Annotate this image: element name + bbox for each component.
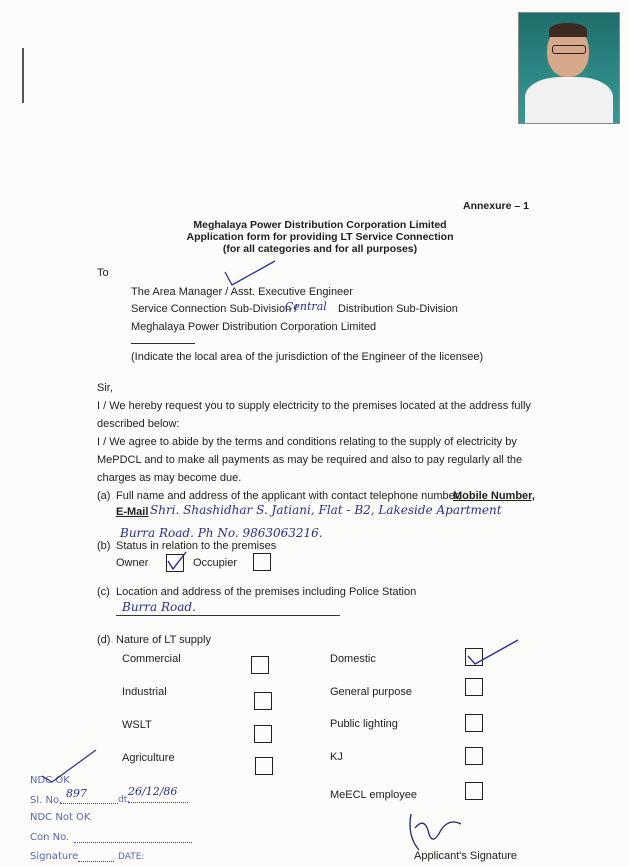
header-line-1: Meghalaya Power Distribution Corporation Limited (193, 219, 447, 231)
address-line-1: The Area Manager / Asst. Executive Engineer (131, 286, 353, 298)
para-2-line-1: I / We agree to abide by the terms and conditions relating to the supply of electricity by (97, 436, 517, 448)
location-underline (116, 615, 340, 616)
address-line-4: (Indicate the local area of the jurisdiction of the Engineer of the licensee) (131, 351, 484, 363)
stamp-con-no: Con No. (30, 832, 70, 843)
stamp-dt-hand: 26/12/86 (128, 785, 178, 798)
to-label: To (97, 267, 109, 279)
supply-meecl-employee-label: MeECL employee (330, 789, 418, 801)
applicant-signature-label: Applicant's Signature (414, 850, 517, 862)
stamp-signature: Signature (30, 851, 79, 862)
stamp-dt-line (128, 802, 188, 803)
stamp-date: DATE: (118, 852, 145, 862)
stamp-sl-hand: 897 (66, 787, 87, 800)
handwritten-applicant-line-2: Burra Road. Ph No. 9863063216. (120, 526, 323, 540)
item-a-mobile: Mobile Number, (453, 490, 535, 502)
stamp-signature-line (78, 861, 114, 862)
item-a-email: E-Mail (116, 506, 149, 518)
supply-agriculture-label: Agriculture (122, 752, 175, 764)
supply-agriculture-checkbox[interactable] (255, 757, 273, 775)
item-c-text: Location and address of the premises including Police Station (116, 586, 417, 598)
supply-public-lighting-checkbox[interactable] (465, 714, 483, 732)
item-c-label: (c) (97, 586, 110, 598)
owner-label: Owner (116, 557, 149, 569)
item-a-label: (a) (97, 490, 111, 502)
supply-general-purpose-label: General purpose (330, 686, 412, 698)
supply-general-purpose-checkbox[interactable] (465, 678, 483, 696)
supply-public-lighting-label: Public lighting (330, 718, 398, 730)
applicant-photo (518, 12, 620, 124)
handwritten-central: Central (285, 300, 327, 313)
stamp-ndc-ok: NDC OK (30, 775, 70, 786)
item-d-text: Nature of LT supply (116, 634, 211, 646)
address-line-2b: Distribution Sub-Division (338, 303, 458, 315)
handwritten-location: Burra Road. (122, 600, 196, 614)
item-d-label: (d) (97, 634, 111, 646)
salutation: Sir, (97, 382, 113, 394)
domestic-check-icon (466, 638, 520, 668)
occupier-label: Occupier (193, 557, 238, 569)
supply-commercial-label: Commercial (122, 653, 181, 665)
tick-mark-icon (222, 258, 278, 288)
stamp-tick-icon (40, 748, 100, 784)
header-line-2: Application form for providing LT Service Connection (186, 231, 454, 243)
supply-industrial-label: Industrial (122, 686, 167, 698)
stamp-dt: dt. (118, 795, 131, 805)
supply-industrial-checkbox[interactable] (254, 692, 272, 710)
scan-mark (22, 48, 24, 103)
para-1-line-1: I / We hereby request you to supply electricity to the premises located at the address fully (97, 400, 531, 412)
supply-kj-checkbox[interactable] (465, 747, 483, 765)
divider-line (131, 343, 195, 344)
stamp-con-line (74, 842, 192, 843)
para-1-line-2: described below: (97, 418, 180, 430)
supply-wslt-checkbox[interactable] (254, 725, 272, 743)
owner-check-icon (164, 550, 188, 572)
para-2-line-3: charges as may become due. (97, 472, 242, 484)
supply-wslt-label: WSLT (122, 719, 152, 731)
supply-meecl-employee-checkbox[interactable] (465, 782, 483, 800)
applicant-signature-scribble (405, 806, 465, 856)
header-line-3: (for all categories and for all purposes) (222, 243, 418, 255)
item-b-text: Status in relation to the premises (116, 540, 277, 552)
stamp-sl-line (60, 803, 118, 804)
address-line-2a: Service Connection Sub-Division / (131, 303, 298, 315)
supply-kj-label: KJ (330, 751, 343, 763)
item-b-label: (b) (97, 540, 111, 552)
stamp-sl-no: Sl. No. (30, 795, 63, 806)
handwritten-applicant-line-1: Shri. Shashidhar S. Jatiani, Flat - B2, Lakeside Apartment (150, 503, 502, 517)
annexure-label: Annexure – 1 (463, 200, 529, 212)
address-line-3: Meghalaya Power Distribution Corporation Limited (131, 321, 377, 333)
item-a-text: Full name and address of the applicant with contact telephone number, (116, 490, 461, 502)
para-2-line-2: MePDCL and to make all payments as may be required and also to pay regularly all the (97, 454, 523, 466)
supply-domestic-label: Domestic (330, 653, 376, 665)
supply-commercial-checkbox[interactable] (251, 656, 269, 674)
stamp-ndc-not-ok: NDC Not OK (30, 812, 91, 823)
occupier-checkbox[interactable] (253, 553, 271, 571)
